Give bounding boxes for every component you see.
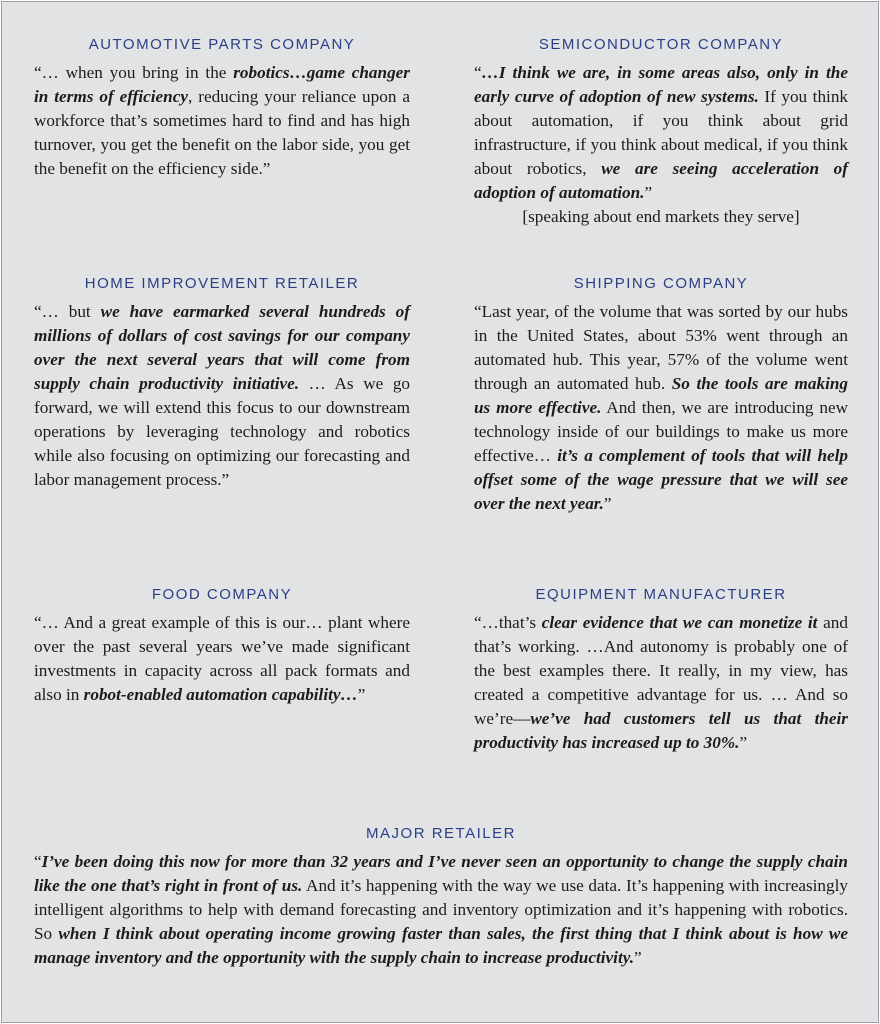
semiconductor-section [474, 36, 848, 229]
shipping-section [474, 275, 848, 516]
section-heading: SHIPPING COMPANY [573, 275, 749, 292]
home-improvement-section [34, 275, 410, 492]
quote-text: “… but we have earmarked several hundreds of millions of dollars of cost savings for our company over the next several years that will come from supply chain productivity initiative. … As we go forward, we will extend this focus to our downstream operations by leveraging technology and robotics while also focusing on optimizing our forecasting and labor management process.” [34, 302, 411, 489]
equipment-section [474, 586, 848, 755]
section-heading: AUTOMOTIVE PARTS COMPANY [88, 36, 356, 53]
quote-text: “Last year, of the volume that was sorted by our hubs in the United States, about 53% went through an automated hub. This year, 57% of the volume went through an automated hub. So the tools are making us more effective. And then, we are introducing new technology inside of our buildings to make us more effective… it’s a complement of tools that will help offset some of the wage pressure that we will see over the next year.” [474, 302, 849, 513]
quote-text: “I’ve been doing this now for more than 32 years and I’ve never seen an opportunity to change the supply chain like the one that’s right in front of us. And it’s happening with the way we use data. It’s happening with increasingly intelligent algorithms to help with demand forecasting and inventory optimization and it’s happening with robotics. So when I think about operating income growing faster than sales, the first thing that I think about is how we manage inventory and the opportunity with the supply chain to increase productivity.” [34, 852, 848, 967]
quotes-panel [1, 1, 879, 1023]
quote-text: “… And a great example of this is our… plant where over the past several years we’ve made significant investments in capacity across all pack formats and also in robot-enabled automation capability…” [34, 613, 410, 704]
quote-text: “… when you bring in the robotics…game changer in terms of efficiency, reducing your reliance upon a workforce that’s sometimes hard to find and has high turnover, you get the benefit on the labor side, you get the benefit on the efficiency side.” [34, 63, 410, 178]
automotive-section [34, 36, 410, 181]
food-section [34, 586, 410, 707]
quote-text: “…that’s clear evidence that we can monetize it and that’s working. …And autonomy is probably one of the best examples there. It really, in my view, has created a competitive advantage for us. … And so we’re—we’ve had customers tell us that their productivity has increased up to 30%.” [474, 613, 848, 752]
section-heading: FOOD COMPANY [151, 586, 293, 603]
section-heading: EQUIPMENT MANUFACTURER [535, 586, 787, 603]
quote-text: “…I think we are, in some areas also, only in the early curve of adoption of new systems. If you think about automation, if you think about grid infrastructure, if you think about medical, if you think about robotics, we are seeing acceleration of adoption of automation.” [474, 63, 849, 202]
section-heading: HOME IMPROVEMENT RETAILER [84, 275, 360, 292]
quote-note: [speaking about end markets they serve] [522, 207, 800, 226]
major-retailer-section [34, 825, 848, 970]
section-heading: SEMICONDUCTOR COMPANY [538, 36, 784, 53]
section-heading: MAJOR RETAILER [366, 825, 516, 842]
